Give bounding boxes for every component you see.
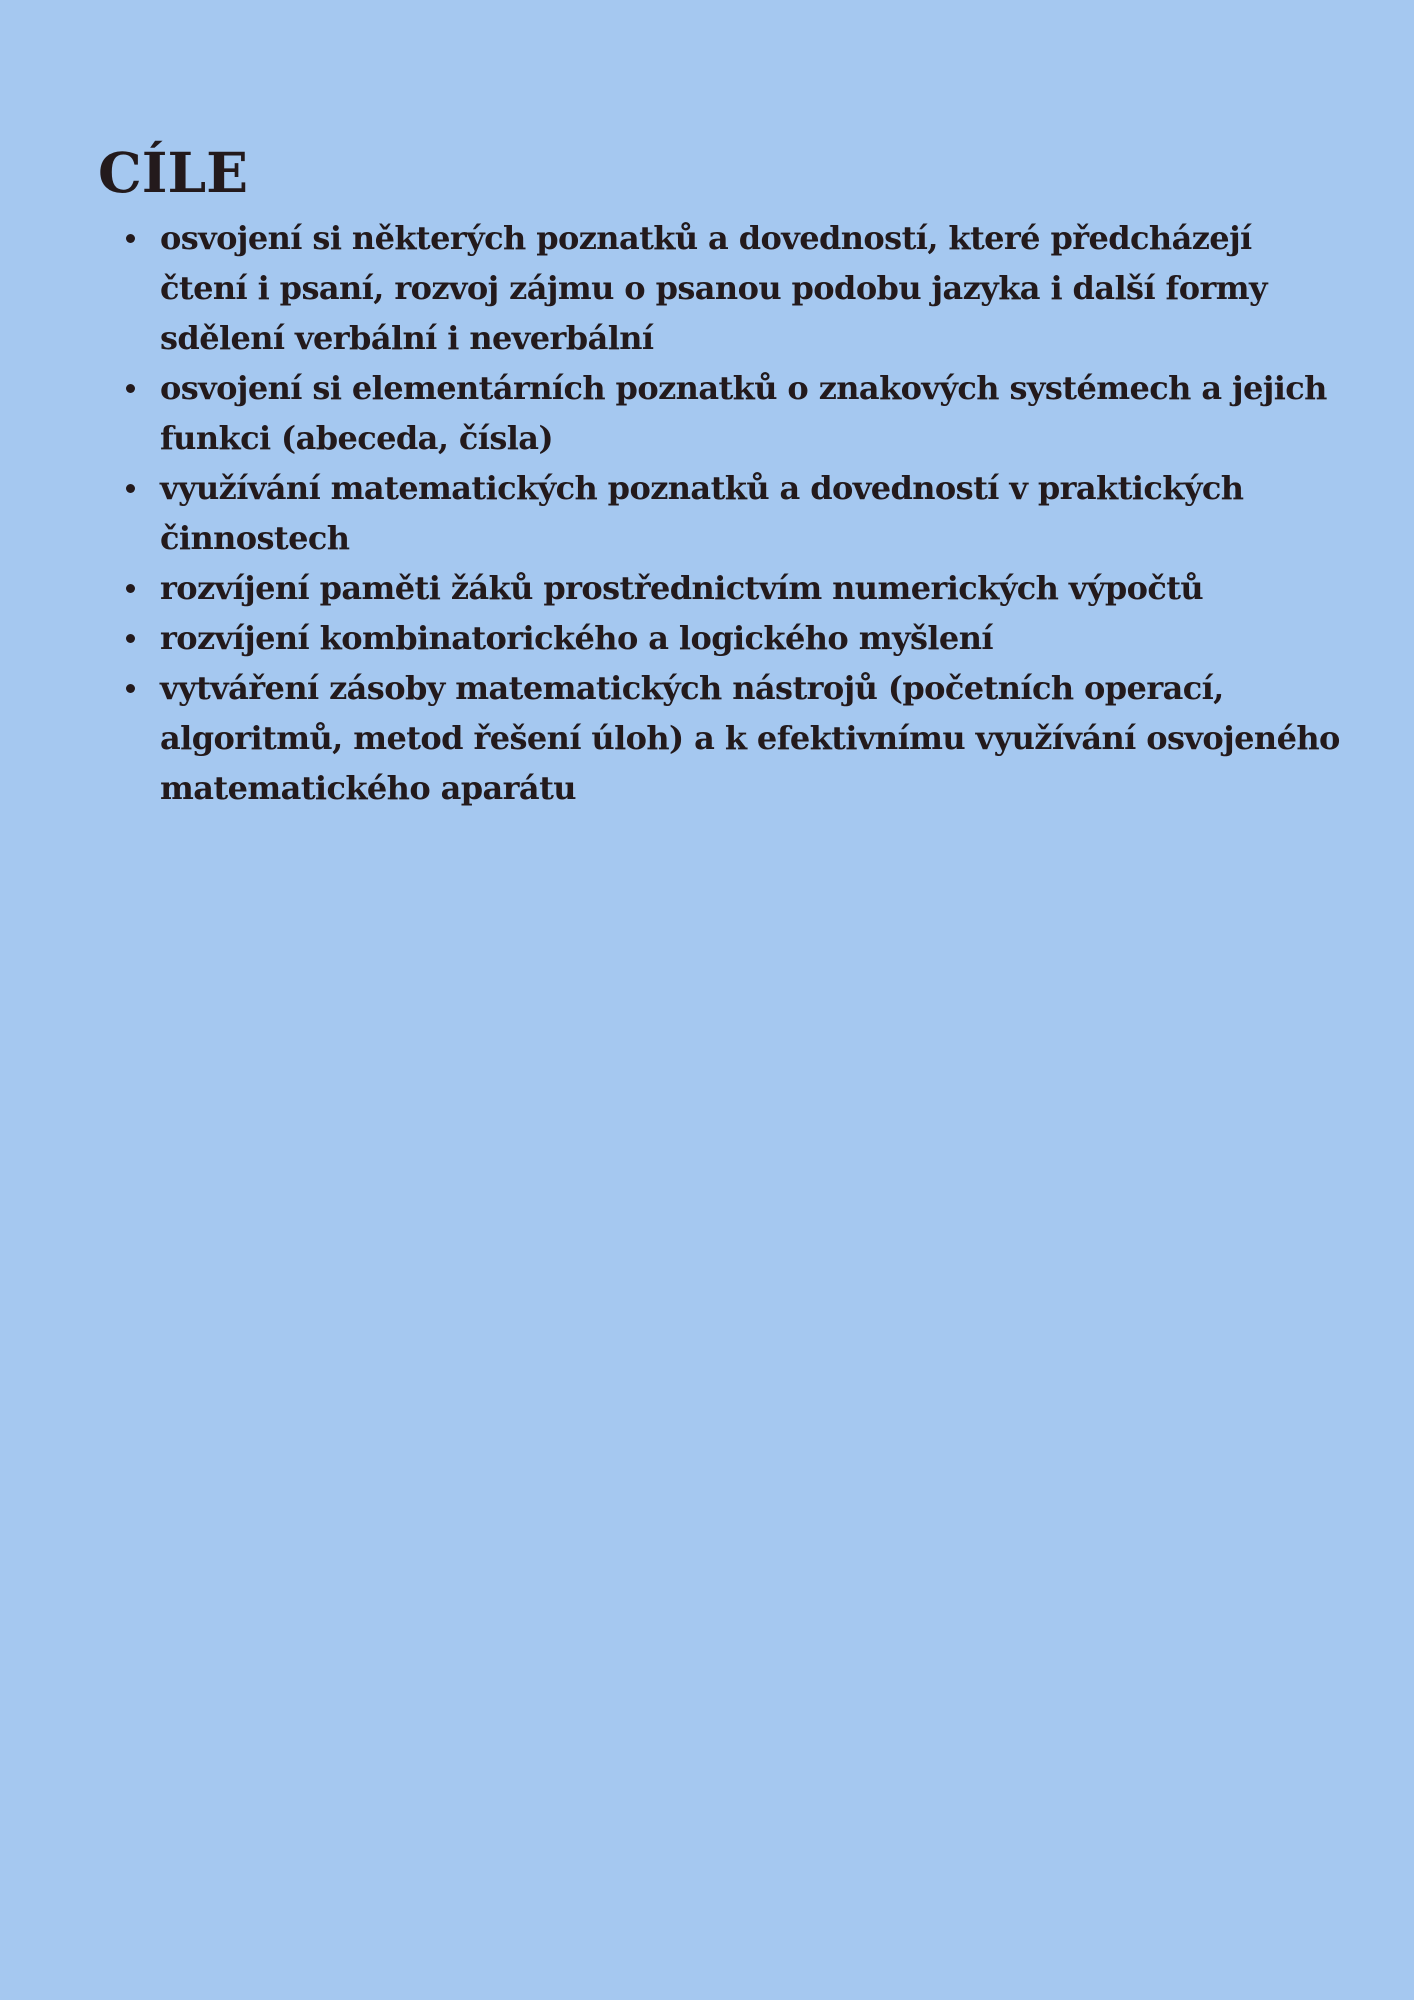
bullet-icon [126, 684, 135, 693]
goal-text: rozvíjení kombinatorického a logického myšlení [160, 619, 993, 657]
bullet-icon [126, 584, 135, 593]
goal-item [160, 563, 1340, 613]
goal-item [160, 463, 1340, 563]
bullet-icon [126, 234, 135, 243]
goal-text: rozvíjení paměti žáků prostřednictvím numerických výpočtů [160, 569, 1204, 607]
goal-item [160, 663, 1340, 813]
goal-item [160, 213, 1340, 363]
goal-item [160, 613, 1340, 663]
bullet-icon [126, 634, 135, 643]
bullet-icon [126, 484, 135, 493]
bullet-icon [126, 384, 135, 393]
goal-text: vytváření zásoby matematických nástrojů (početních operací, algoritmů, metod řešení úloh) a k efektivnímu využívání osvojeného matematického aparátu [160, 669, 1340, 807]
goal-text: osvojení si elementárních poznatků o znakových systémech a jejich funkci (abeceda, čísla) [160, 369, 1327, 457]
goal-text: osvojení si některých poznatků a dovedností, které předcházejí čtení i psaní, rozvoj zájmu o psanou podobu jazyka i další formy sdělení verbální i neverbální [160, 219, 1267, 357]
goal-item [160, 363, 1340, 463]
goal-text: využívání matematických poznatků a dovedností v praktických činnostech [160, 469, 1244, 557]
page-heading: CÍLE [98, 140, 249, 205]
goals-list [160, 213, 1340, 813]
